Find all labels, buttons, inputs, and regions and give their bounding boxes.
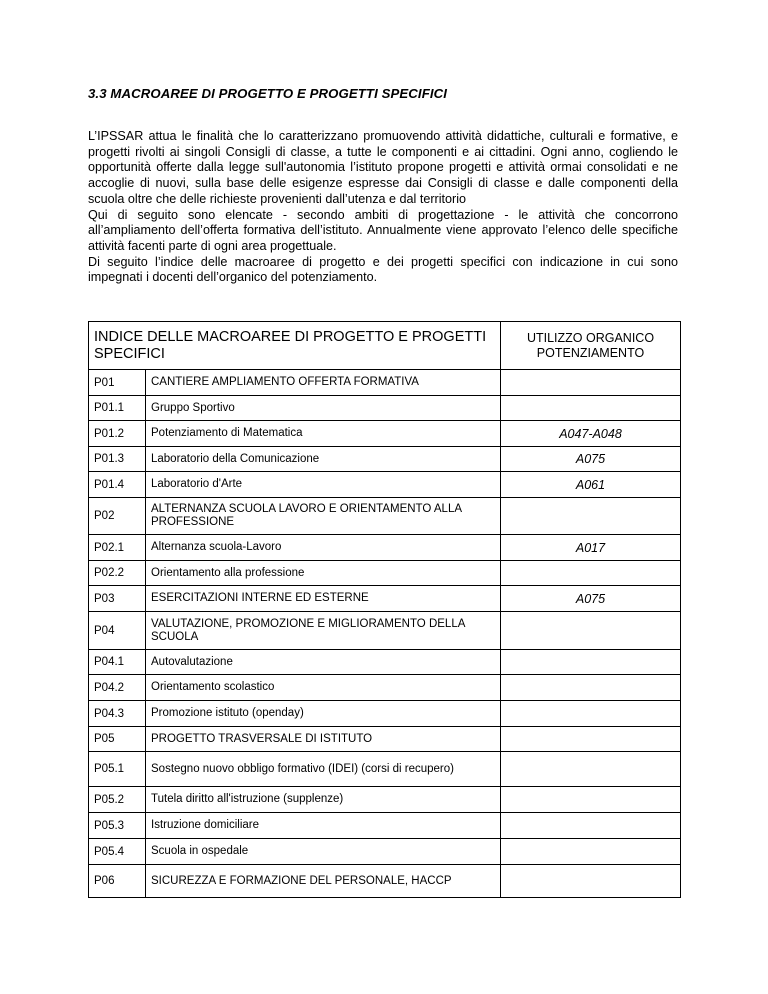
row-code: P02.1 xyxy=(89,535,146,561)
table-row xyxy=(89,865,681,898)
table-row xyxy=(89,421,681,447)
intro-text xyxy=(88,129,678,286)
row-label: Laboratorio della Comunicazione xyxy=(146,447,501,472)
row-code: P02 xyxy=(89,498,146,535)
table-row xyxy=(89,561,681,586)
row-label: Autovalutazione xyxy=(146,650,501,675)
row-label: SICUREZZA E FORMAZIONE DEL PERSONALE, HACCP xyxy=(146,865,501,898)
row-label: Orientamento alla professione xyxy=(146,561,501,586)
row-label: Laboratorio d'Arte xyxy=(146,472,501,498)
table-row xyxy=(89,675,681,701)
row-code: P01.3 xyxy=(89,447,146,472)
table-body xyxy=(89,370,681,898)
row-potenziamento: A075 xyxy=(501,586,681,612)
row-label: Gruppo Sportivo xyxy=(146,396,501,421)
row-potenziamento xyxy=(501,561,681,586)
row-code: P03 xyxy=(89,586,146,612)
table-row xyxy=(89,752,681,787)
table-header-row xyxy=(89,322,681,370)
row-potenziamento xyxy=(501,839,681,865)
table-row xyxy=(89,370,681,396)
row-code: P05 xyxy=(89,727,146,752)
row-label: ALTERNANZA SCUOLA LAVORO E ORIENTAMENTO ALLA PROFESSIONE xyxy=(146,498,501,535)
row-potenziamento xyxy=(501,727,681,752)
row-code: P05.3 xyxy=(89,813,146,839)
row-potenziamento xyxy=(501,612,681,650)
row-label: Scuola in ospedale xyxy=(146,839,501,865)
table-row xyxy=(89,498,681,535)
row-potenziamento xyxy=(501,650,681,675)
row-potenziamento: A017 xyxy=(501,535,681,561)
row-label: Alternanza scuola-Lavoro xyxy=(146,535,501,561)
row-code: P05.4 xyxy=(89,839,146,865)
row-potenziamento: A061 xyxy=(501,472,681,498)
table-row xyxy=(89,472,681,498)
row-potenziamento xyxy=(501,865,681,898)
intro-paragraph-2: Qui di seguito sono elencate - secondo ambiti di progettazione - le attività che concorrono all’ampliamento dell’offerta formativa dell’istituto. Annualmente viene approvato l’elenco delle specifiche attività facenti parte di ogni area progettuale. xyxy=(88,207,678,253)
row-code: P05.1 xyxy=(89,752,146,787)
row-potenziamento xyxy=(501,701,681,727)
table-row xyxy=(89,650,681,675)
row-code: P01 xyxy=(89,370,146,396)
row-code: P04.2 xyxy=(89,675,146,701)
table-row xyxy=(89,787,681,813)
table-row xyxy=(89,813,681,839)
table-row xyxy=(89,396,681,421)
row-potenziamento xyxy=(501,498,681,535)
table-row xyxy=(89,586,681,612)
row-code: P02.2 xyxy=(89,561,146,586)
row-label: CANTIERE AMPLIAMENTO OFFERTA FORMATIVA xyxy=(146,370,501,396)
table-row xyxy=(89,701,681,727)
table-row xyxy=(89,535,681,561)
table-row xyxy=(89,727,681,752)
row-code: P05.2 xyxy=(89,787,146,813)
row-potenziamento xyxy=(501,396,681,421)
row-potenziamento xyxy=(501,370,681,396)
macroaree-index-table xyxy=(88,321,681,898)
row-code: P06 xyxy=(89,865,146,898)
row-label: Tutela diritto all'istruzione (supplenze) xyxy=(146,787,501,813)
row-potenziamento xyxy=(501,787,681,813)
row-code: P04.1 xyxy=(89,650,146,675)
row-label: Orientamento scolastico xyxy=(146,675,501,701)
row-label: Potenziamento di Matematica xyxy=(146,421,501,447)
row-potenziamento xyxy=(501,675,681,701)
row-code: P01.2 xyxy=(89,421,146,447)
table-row xyxy=(89,447,681,472)
row-code: P04.3 xyxy=(89,701,146,727)
table-row xyxy=(89,612,681,650)
row-potenziamento xyxy=(501,813,681,839)
row-code: P01.1 xyxy=(89,396,146,421)
row-code: P01.4 xyxy=(89,472,146,498)
row-label: Istruzione domiciliare xyxy=(146,813,501,839)
row-potenziamento: A075 xyxy=(501,447,681,472)
header-index-cell: INDICE DELLE MACROAREE DI PROGETTO E PROGETTI SPECIFICI xyxy=(89,322,501,370)
row-label: PROGETTO TRASVERSALE DI ISTITUTO xyxy=(146,727,501,752)
intro-paragraph-1: L’IPSSAR attua le finalità che lo caratterizzano promuovendo attività didattiche, culturali e formative, e progetti rivolti ai singoli Consigli di classe, a tutte le componenti e ai cittadini. Ogni anno, cogliendo le opportunità offerte dalla legge sull'autonomia l’istituto propone progetti e attività ormai consolidati e ne accoglie di nuovi, sulla base delle esigenze espresse dai Consigli di classe e dalle componenti della scuola oltre che delle richieste provenienti dall’utenza e dal territorio xyxy=(88,129,678,206)
table-row xyxy=(89,839,681,865)
row-code: P04 xyxy=(89,612,146,650)
header-potenziamento-cell: UTILIZZO ORGANICO POTENZIAMENTO xyxy=(501,322,681,370)
row-potenziamento xyxy=(501,752,681,787)
section-heading: 3.3 MACROAREE DI PROGETTO E PROGETTI SPECIFICI xyxy=(88,86,448,101)
row-label: Sostegno nuovo obbligo formativo (IDEI) (corsi di recupero) xyxy=(146,752,501,787)
row-label: VALUTAZIONE, PROMOZIONE E MIGLIORAMENTO DELLA SCUOLA xyxy=(146,612,501,650)
intro-paragraph-3: Di seguito l’indice delle macroaree di progetto e dei progetti specifici con indicazione in cui sono impegnati i docenti dell’organico del potenziamento. xyxy=(88,254,678,285)
row-label: ESERCITAZIONI INTERNE ED ESTERNE xyxy=(146,586,501,612)
row-label: Promozione istituto (openday) xyxy=(146,701,501,727)
row-potenziamento: A047-A048 xyxy=(501,421,681,447)
